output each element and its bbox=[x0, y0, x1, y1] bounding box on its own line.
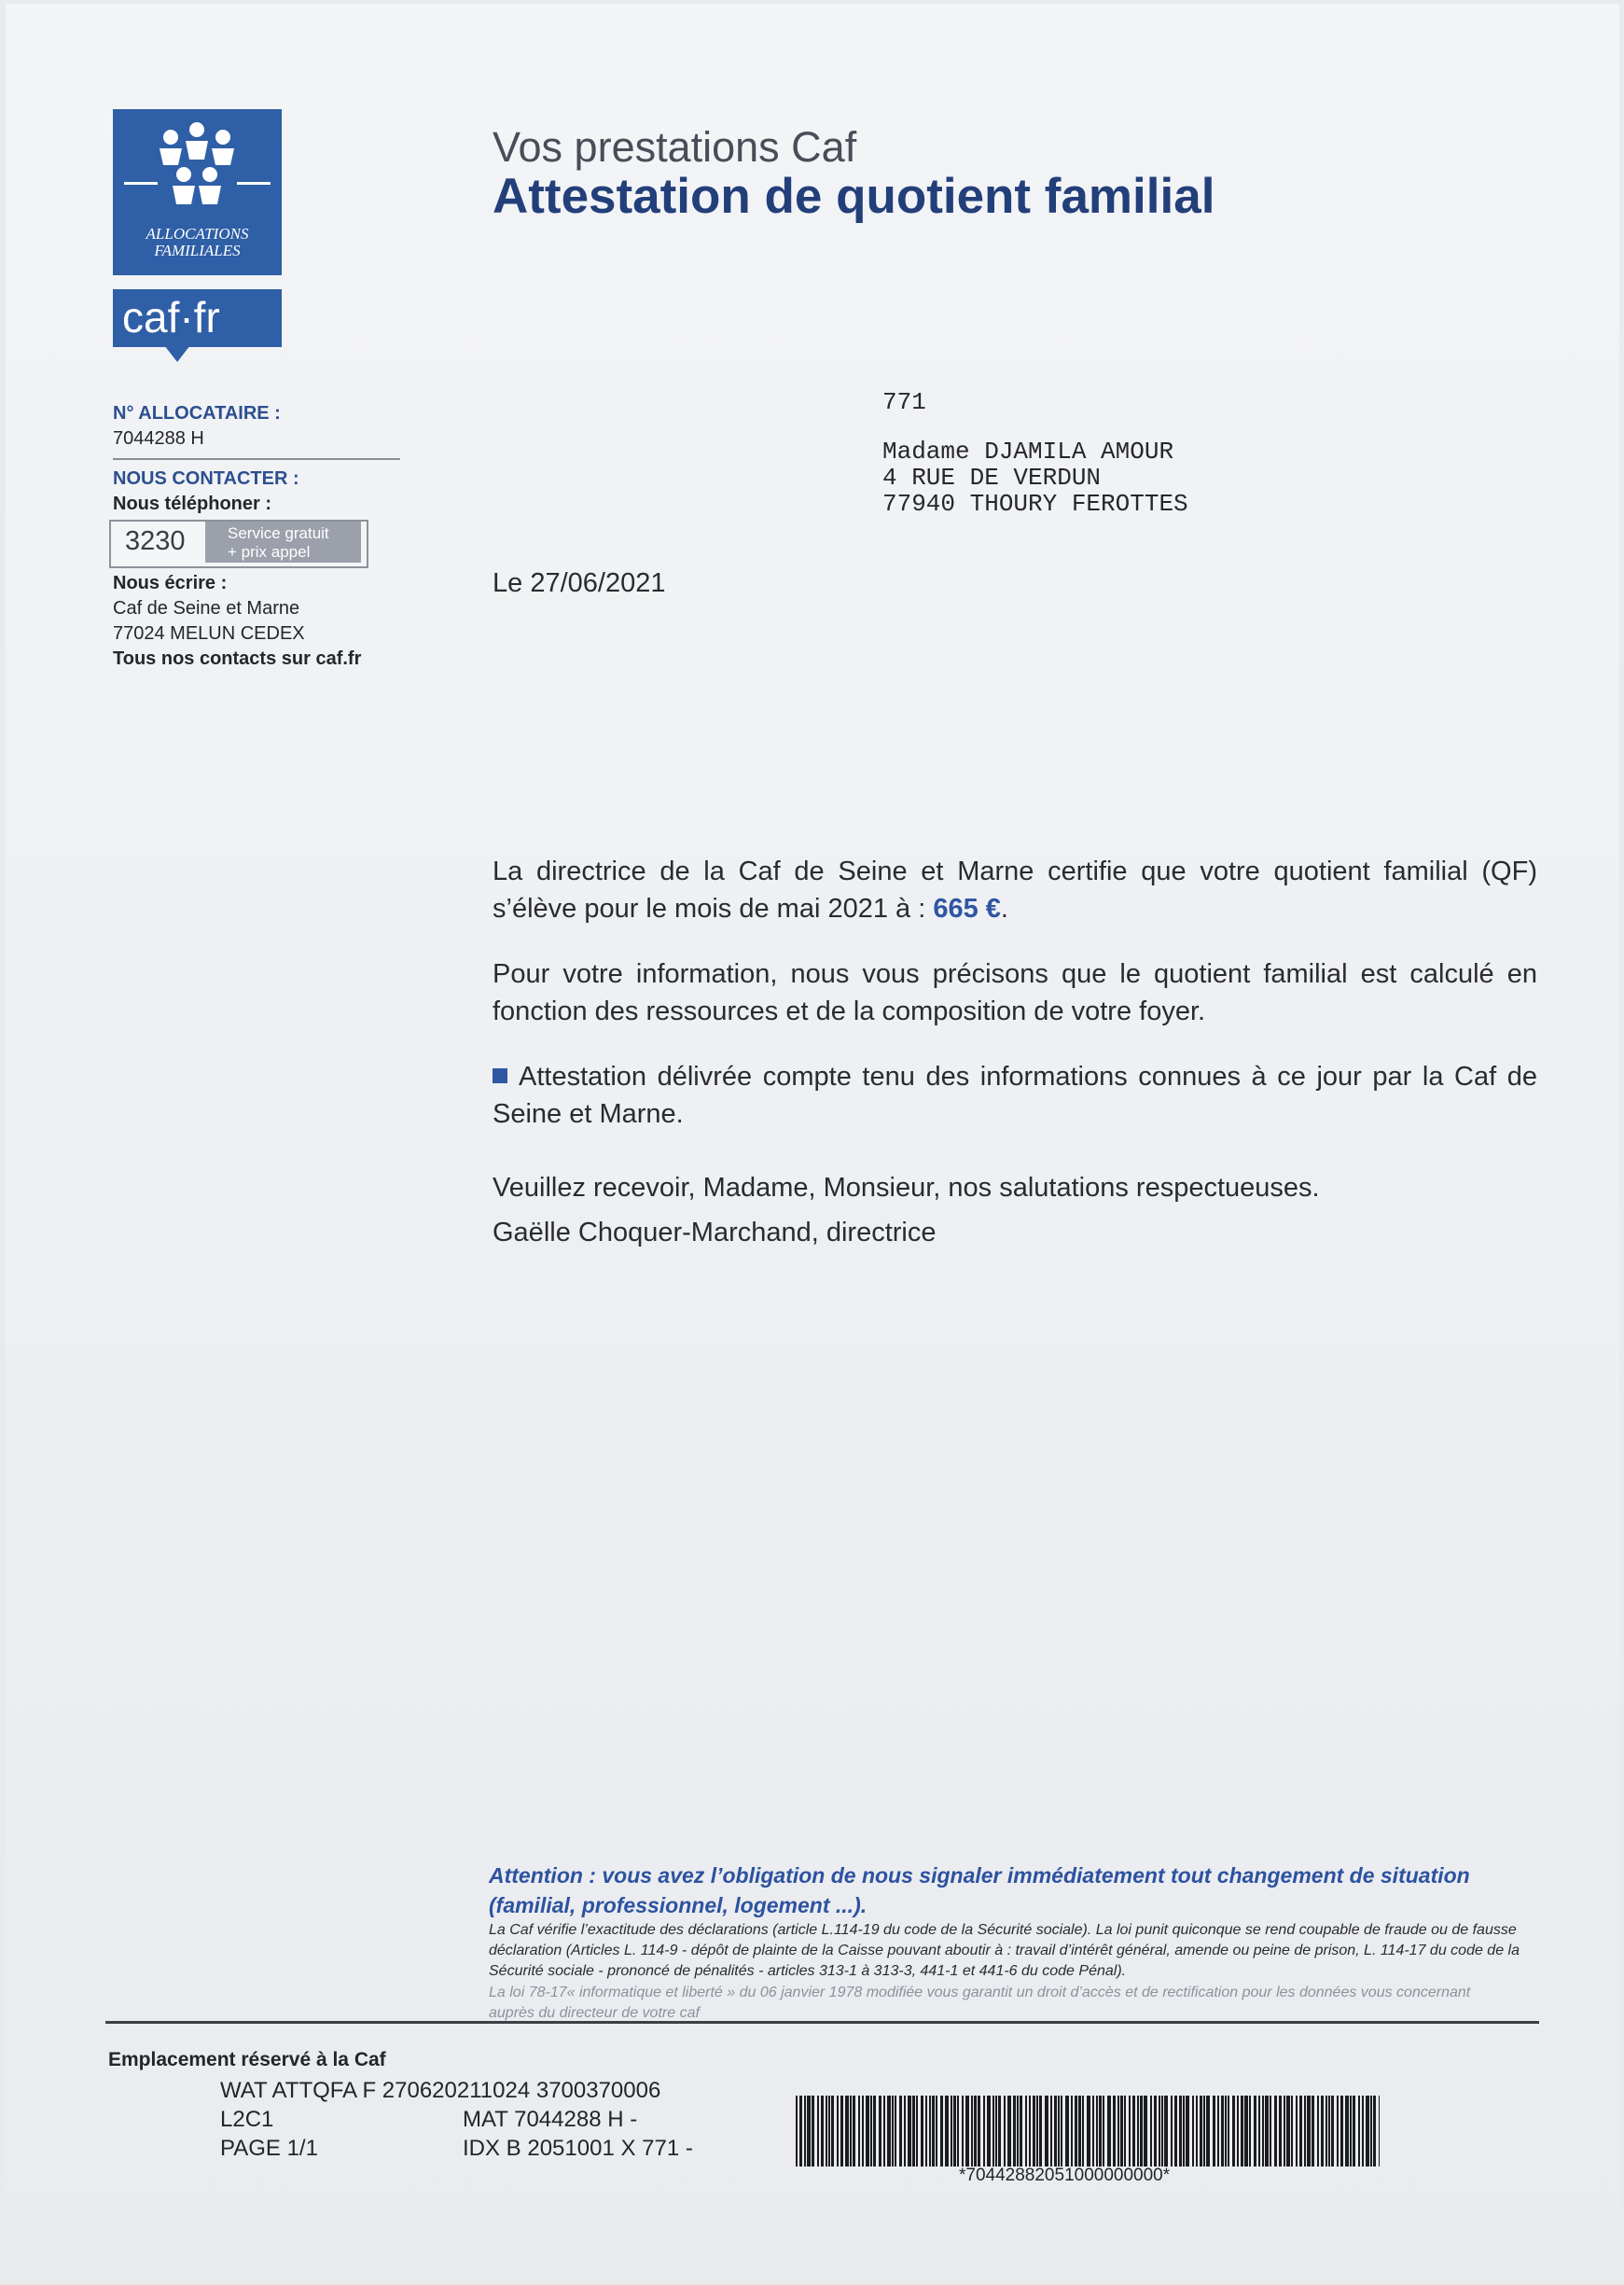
barcode-bar bbox=[879, 2096, 881, 2167]
phone-number: 3230 bbox=[125, 526, 186, 556]
attention-notice: Attention : vous avez l’obligation de nous signaler immédiatement tout changement de situation (familial, professionnel, logement ...). bbox=[489, 1863, 1470, 1917]
page-title: Attestation de quotient familial bbox=[493, 169, 1215, 224]
barcode-bar bbox=[1284, 2096, 1285, 2167]
barcode-bar bbox=[831, 2096, 834, 2167]
barcode-bar bbox=[1025, 2096, 1027, 2167]
phone-service-note bbox=[205, 522, 361, 563]
barcode-bar bbox=[932, 2096, 935, 2167]
barcode-bar bbox=[1331, 2096, 1334, 2167]
barcode-bar bbox=[1071, 2096, 1073, 2167]
barcode-bar bbox=[1241, 2096, 1243, 2167]
barcode-bar bbox=[1203, 2096, 1205, 2167]
barcode-bar bbox=[1039, 2096, 1042, 2167]
barcode-bar bbox=[870, 2096, 872, 2167]
header-kicker: Vos prestations Caf bbox=[493, 123, 857, 171]
barcode-bar bbox=[1054, 2096, 1057, 2167]
barcode-bar bbox=[1225, 2096, 1227, 2167]
barcode-bar bbox=[840, 2096, 843, 2167]
barcode-bar bbox=[817, 2096, 819, 2167]
barcode-bar bbox=[1183, 2096, 1185, 2167]
barcode-bar bbox=[1164, 2096, 1168, 2167]
barcode-bar bbox=[883, 2096, 885, 2167]
barcode-bar bbox=[978, 2096, 980, 2167]
logo-line-1: ALLOCATIONS bbox=[146, 225, 249, 243]
contacts-all: Tous nos contacts sur caf.fr bbox=[113, 648, 362, 669]
barcode-bar bbox=[1370, 2096, 1372, 2167]
barcode-bar bbox=[1291, 2096, 1293, 2167]
barcode-bar bbox=[850, 2096, 852, 2167]
barcode-bar bbox=[1373, 2096, 1376, 2167]
barcode bbox=[796, 2096, 1381, 2167]
barcode-bar bbox=[1186, 2096, 1189, 2167]
barcode-bar bbox=[1129, 2096, 1131, 2167]
barcode-bar bbox=[1232, 2096, 1235, 2167]
barcode-bar bbox=[1196, 2096, 1198, 2167]
barcode-bar bbox=[1362, 2096, 1364, 2167]
barcode-bar bbox=[951, 2096, 952, 2167]
barcode-bar bbox=[799, 2096, 802, 2167]
logo-line-2: FAMILIALES bbox=[154, 242, 241, 259]
barcode-bar bbox=[1179, 2096, 1182, 2167]
barcode-bar bbox=[1103, 2096, 1104, 2167]
barcode-bar bbox=[1029, 2096, 1031, 2167]
barcode-text: *70442882051000000000* bbox=[959, 2166, 1171, 2185]
barcode-bar bbox=[1082, 2096, 1084, 2167]
barcode-bar bbox=[1174, 2096, 1177, 2167]
footer-divider bbox=[105, 2021, 1539, 2024]
barcode-bar bbox=[858, 2096, 860, 2167]
barcode-bar bbox=[925, 2096, 927, 2167]
barcode-bar bbox=[983, 2096, 985, 2167]
barcode-bar bbox=[807, 2096, 811, 2167]
barcode-bar bbox=[1279, 2096, 1282, 2167]
barcode-bar bbox=[1013, 2096, 1016, 2167]
barcode-bar bbox=[1154, 2096, 1157, 2167]
barcode-bar bbox=[1132, 2096, 1135, 2167]
barcode-bar bbox=[828, 2096, 830, 2167]
barcode-bar bbox=[1061, 2096, 1062, 2167]
logo-wordmark bbox=[113, 226, 282, 259]
recipient-street: 4 RUE DE VERDUN bbox=[882, 464, 1102, 492]
paragraph-certification bbox=[493, 853, 1537, 927]
barcode-bar bbox=[1045, 2096, 1048, 2167]
barcode-bar bbox=[1286, 2096, 1290, 2167]
barcode-bar bbox=[1296, 2096, 1298, 2167]
barcode-bar bbox=[965, 2096, 969, 2167]
barcode-bar bbox=[1270, 2096, 1271, 2167]
barcode-bar bbox=[962, 2096, 964, 2167]
barcode-bar bbox=[1317, 2096, 1319, 2167]
barcode-bar bbox=[1221, 2096, 1224, 2167]
barcode-bar bbox=[971, 2096, 973, 2167]
barcode-bar bbox=[1262, 2096, 1264, 2167]
barcode-bar bbox=[912, 2096, 915, 2167]
barcode-bar bbox=[1117, 2096, 1119, 2167]
barcode-bar bbox=[873, 2096, 876, 2167]
footer-page: PAGE 1/1 bbox=[220, 2136, 318, 2161]
speech-tail-icon bbox=[164, 345, 190, 362]
barcode-bar bbox=[1092, 2096, 1094, 2167]
barcode-bar bbox=[1312, 2096, 1314, 2167]
barcode-bar bbox=[1150, 2096, 1152, 2167]
paragraph-information: Pour votre information, nous vous précisons que le quotient familial est calculé en fonction des ressources et de la composition de votre foyer. bbox=[493, 959, 1537, 1026]
barcode-bar bbox=[1096, 2096, 1098, 2167]
barcode-bar bbox=[1120, 2096, 1123, 2167]
barcode-bar bbox=[1050, 2096, 1052, 2167]
barcode-bar bbox=[866, 2096, 869, 2167]
barcode-bar bbox=[821, 2096, 824, 2167]
barcode-bar bbox=[1326, 2096, 1327, 2167]
reserved-area-label: Emplacement réservé à la Caf bbox=[108, 2049, 386, 2070]
qf-amount: 665 € bbox=[933, 894, 1001, 924]
barcode-bar bbox=[908, 2096, 911, 2167]
barcode-bar bbox=[1206, 2096, 1210, 2167]
barcode-bar bbox=[995, 2096, 997, 2167]
document-page bbox=[6, 4, 1619, 2280]
legal-text: La Caf vérifie l’exactitude des déclarations (article L.114-19 du code de la Sécurité sociale). La loi punit quiconque se rend coupable de fraude ou de fausse déclaration (Articles L. 114-9 - dépôt de plainte de la Caisse pouvant aboutir à : travail d’intérêt général, amende ou peine de prison, L. 114-17 du code de la Sécurité sociale - prononcé de pénalités - articles 313-1 à 313-3, 441-1 et 441-6 du code Pénal). bbox=[489, 1922, 1520, 1979]
barcode-bar bbox=[921, 2096, 923, 2167]
barcode-bar bbox=[1065, 2096, 1069, 2167]
barcode-bar bbox=[845, 2096, 849, 2167]
barcode-bar bbox=[945, 2096, 949, 2167]
footer-l2c1: L2C1 bbox=[220, 2107, 274, 2132]
signature-line: Gaëlle Choquer-Marchand, directrice bbox=[493, 1218, 937, 1247]
barcode-bar bbox=[1107, 2096, 1111, 2167]
barcode-bar bbox=[1140, 2096, 1143, 2167]
legal-privacy-text: La loi 78-17« informatique et liberté » du 06 janvier 1978 modifiée vous garantit un droit d’accès et de rectification pour les données vous concernant auprès du directeur de votre caf bbox=[489, 1985, 1471, 2021]
barcode-bar bbox=[812, 2096, 814, 2167]
barcode-bar bbox=[1200, 2096, 1202, 2167]
write-label: Nous écrire : bbox=[113, 573, 228, 593]
barcode-bar bbox=[1087, 2096, 1090, 2167]
barcode-bar bbox=[1358, 2096, 1360, 2167]
barcode-bar bbox=[1075, 2096, 1077, 2167]
contact-label: NOUS CONTACTER : bbox=[113, 468, 299, 489]
closing-line: Veuillez recevoir, Madame, Monsieur, nos salutations respectueuses. bbox=[493, 1173, 1320, 1203]
allocataire-value: 7044288 H bbox=[113, 428, 204, 449]
write-line-1: Caf de Seine et Marne bbox=[113, 598, 300, 619]
certification-end: . bbox=[1000, 894, 1008, 924]
barcode-bar bbox=[1258, 2096, 1260, 2167]
barcode-bar bbox=[940, 2096, 943, 2167]
barcode-bar bbox=[1007, 2096, 1011, 2167]
phone-service-2: + prix appel bbox=[228, 543, 311, 561]
family-figures-icon bbox=[113, 109, 282, 226]
barcode-bar bbox=[1020, 2096, 1022, 2167]
barcode-bar bbox=[1340, 2096, 1343, 2167]
barcode-bar bbox=[974, 2096, 977, 2167]
certification-text: La directrice de la Caf de Seine et Marne certifie que votre quotient familial (QF) s’élève pour le mois de mai 2021 à : bbox=[493, 857, 1537, 924]
barcode-bar bbox=[837, 2096, 839, 2167]
attestation-text: Attestation délivrée compte tenu des informations connues à ce jour par la Caf de Seine et Marne. bbox=[493, 1062, 1537, 1129]
barcode-bar bbox=[1004, 2096, 1006, 2167]
barcode-bar bbox=[862, 2096, 864, 2167]
barcode-bar bbox=[1078, 2096, 1081, 2167]
barcode-bar bbox=[1366, 2096, 1369, 2167]
bullet-square-icon bbox=[493, 1068, 507, 1083]
barcode-bar bbox=[1137, 2096, 1139, 2167]
barcode-bar bbox=[1192, 2096, 1194, 2167]
footer-idx: IDX B 2051001 X 771 - bbox=[463, 2136, 693, 2161]
barcode-bar bbox=[1345, 2096, 1349, 2167]
barcode-bar bbox=[1244, 2096, 1248, 2167]
barcode-bar bbox=[1350, 2096, 1352, 2167]
barcode-bar bbox=[936, 2096, 937, 2167]
phone-label: Nous téléphoner : bbox=[113, 494, 272, 514]
recipient-city: 77940 THOURY FEROTTES bbox=[882, 490, 1188, 518]
barcode-bar bbox=[904, 2096, 906, 2167]
barcode-bar bbox=[1379, 2096, 1380, 2167]
barcode-bar bbox=[957, 2096, 959, 2167]
barcode-bar bbox=[992, 2096, 994, 2167]
barcode-bar bbox=[1213, 2096, 1215, 2167]
barcode-bar bbox=[1237, 2096, 1239, 2167]
barcode-bar bbox=[1274, 2096, 1277, 2167]
recipient-code: 771 bbox=[882, 388, 926, 416]
barcode-bar bbox=[1254, 2096, 1256, 2167]
barcode-bar bbox=[1036, 2096, 1038, 2167]
barcode-bar bbox=[1249, 2096, 1251, 2167]
barcode-bar bbox=[1159, 2096, 1160, 2167]
barcode-bar bbox=[953, 2096, 956, 2167]
barcode-bar bbox=[1113, 2096, 1116, 2167]
barcode-bar bbox=[1161, 2096, 1163, 2167]
barcode-bar bbox=[892, 2096, 894, 2167]
barcode-bar bbox=[1307, 2096, 1311, 2167]
sidebar-divider bbox=[113, 458, 400, 460]
letter-date: Le 27/06/2021 bbox=[493, 568, 666, 598]
barcode-bar bbox=[899, 2096, 902, 2167]
barcode-bar bbox=[804, 2096, 806, 2167]
barcode-bar bbox=[1299, 2096, 1302, 2167]
write-line-2: 77024 MELUN CEDEX bbox=[113, 623, 305, 644]
barcode-bar bbox=[1124, 2096, 1126, 2167]
footer-mat: MAT 7044288 H - bbox=[463, 2107, 638, 2132]
barcode-bar bbox=[1058, 2096, 1060, 2167]
footer-ref-line: WAT ATTQFA F 270620211024 3700370006 bbox=[220, 2078, 661, 2103]
phone-service-1: Service gratuit bbox=[228, 524, 329, 542]
barcode-bar bbox=[895, 2096, 896, 2167]
barcode-bar bbox=[1017, 2096, 1019, 2167]
barcode-bar bbox=[826, 2096, 827, 2167]
barcode-bar bbox=[1353, 2096, 1355, 2167]
barcode-bar bbox=[1337, 2096, 1339, 2167]
allocataire-label: N° ALLOCATAIRE : bbox=[113, 403, 281, 424]
barcode-bar bbox=[887, 2096, 891, 2167]
barcode-bar bbox=[998, 2096, 1001, 2167]
barcode-bar bbox=[929, 2096, 931, 2167]
barcode-bar bbox=[796, 2096, 798, 2167]
barcode-bar bbox=[987, 2096, 991, 2167]
barcode-bar bbox=[1321, 2096, 1324, 2167]
barcode-bar bbox=[1171, 2096, 1173, 2167]
barcode-bar bbox=[1304, 2096, 1306, 2167]
barcode-bar bbox=[1265, 2096, 1269, 2167]
barcode-bar bbox=[853, 2096, 855, 2167]
barcode-bar bbox=[1144, 2096, 1147, 2167]
caf-fr-logo: caf·fr bbox=[113, 289, 282, 347]
barcode-bar bbox=[1228, 2096, 1229, 2167]
barcode-bar bbox=[1033, 2096, 1035, 2167]
barcode-bar bbox=[1328, 2096, 1330, 2167]
barcode-bar bbox=[1099, 2096, 1102, 2167]
barcode-bar bbox=[1217, 2096, 1219, 2167]
barcode-bar bbox=[916, 2096, 918, 2167]
paragraph-attestation bbox=[493, 1058, 1537, 1133]
recipient-name: Madame DJAMILA AMOUR bbox=[882, 438, 1174, 466]
